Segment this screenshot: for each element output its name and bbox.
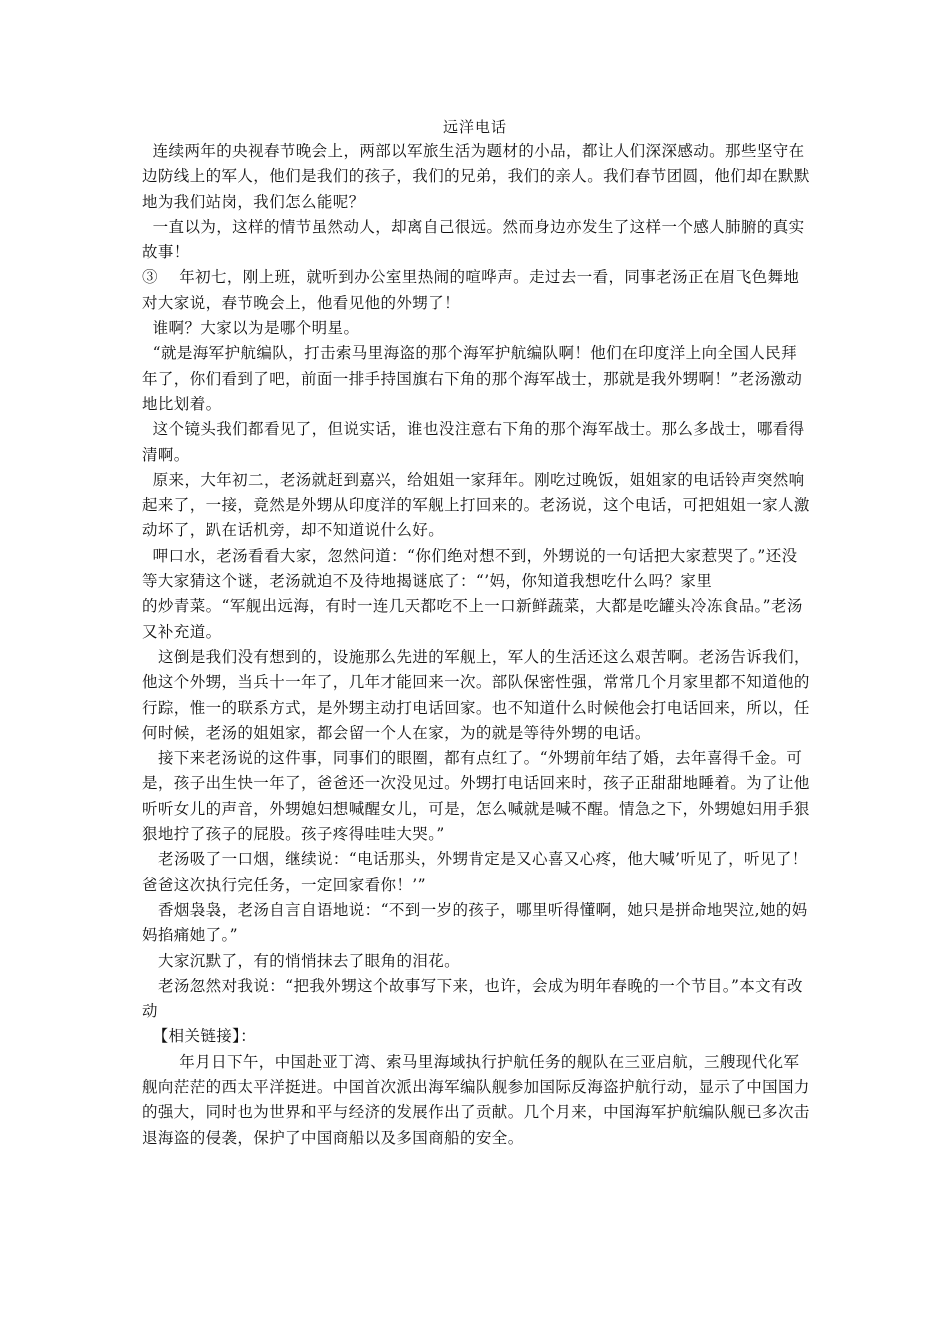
paragraph: 的炒青菜。“军舰出远海，有时一连几天都吃不上一口新鲜蔬菜，大都是吃罐头冷冻食品。”老汤又补充道。 — [142, 597, 803, 641]
paragraph: 接下来老汤说的这件事，同事们的眼圈，都有点红了。“外甥前年结了婚，去年喜得千金。可是，孩子出生快一年了，爸爸还一次没见过。外甥打电话回来时，孩子正甜甜地睡着。为了让他听听女儿的声音，外甥媳妇想喊醒女儿，可是，怎么喊就是喊不醒。情急之下，外甥媳妇用手狠狠地拧了孩子的屁股。孩子疼得哇哇大哭。” — [142, 749, 810, 844]
paragraph: 老汤吸了一口烟，继续说：“电话那头，外甥肯定是又心喜又心疼，他大喊’听见了，听见了！爸爸这次执行完任务，一定回家看你！’” — [142, 850, 808, 894]
paragraph: 这倒是我们没有想到的，设施那么先进的军舰上，军人的生活还这么艰苦啊。老汤告诉我们，他这个外甥，当兵十一年了，几年才能回来一次。部队保密性强，常常几个月家里都不知道他的行踪，惟一的联系方式，是外甥主动打电话回家。也不知道什么时候他会打电话回来，所以，任何时候，老汤的姐姐家，都会留一个人在家，为的就是等待外甥的电话。 — [142, 647, 810, 742]
document-title: 远洋电话 — [442, 118, 507, 136]
paragraph: 连续两年的央视春节晚会上，两部以军旅生活为题材的小品，都让人们深深感动。那些坚守在边防线上的军人，他们是我们的孩子，我们的兄弟，我们的亲人。我们春节团圆，他们却在默默地为我们站岗，我们怎么能呢？ — [142, 142, 810, 211]
document-body — [142, 139, 812, 1151]
paragraph: 原来，大年初二，老汤就赶到嘉兴，给姐姐一家拜年。刚吃过晚饭，姐姐家的电话铃声突然响起来了，一接，竟然是外甥从印度洋的军舰上打回来的。老汤说，这个电话，可把姐姐一家人激动坏了，趴在话机旁，却不知道说什么好。 — [142, 470, 810, 540]
paragraph: “就是海军护航编队，打击索马里海盗的那个海军护航编队啊！他们在印度洋上向全国人民拜年了，你们看到了吧，前面一排手持国旗右下角的那个海军战士，那就是我外甥啊！”老汤激动地比划着。 — [142, 344, 803, 413]
paragraph: 一直以为，这样的情节虽然动人，却离自己很远。然而身边亦发生了这样一个感人肺腑的真实故事！ — [142, 217, 805, 262]
paragraph: 大家沉默了，有的悄悄抹去了眼角的泪花。 — [142, 951, 461, 970]
paragraph: 年月日下午，中国赴亚丁湾、索马里海域执行护航任务的舰队在三亚启航，三艘现代化军舰向茫茫的西太平洋挺进。中国首次派出海军编队舰参加国际反海盗护航行动，显示了中国国力的强大，同时也为世界和平与经济的发展作出了贡献。几个月来，中国海军护航编队舰已多次击退海盗的侵袭，保护了中国商船以及多国商船的安全。 — [142, 1052, 810, 1147]
paragraph: 谁啊？大家以为是哪个明星。 — [142, 319, 360, 338]
paragraph: 呷口水，老汤看看大家，忽然问道：“你们绝对想不到，外甥说的一句话把大家惹哭了。”还没等大家猜这个谜，老汤就迫不及待地揭谜底了：“’妈，你知道我想吃什么吗？家里 — [142, 546, 798, 591]
paragraph: 【相关链接】： — [142, 1027, 257, 1046]
paragraph: 香烟袅袅，老汤自言自语地说：“不到一岁的孩子，哪里听得懂啊，她只是拼命地哭泣,她的妈妈掐痛她了。” — [142, 900, 808, 945]
paragraph: 这个镜头我们都看见了，但说实话，谁也没注意右下角的那个海军战士。那么多战士，哪看得清啊。 — [142, 420, 805, 464]
paragraph: 老汤忽然对我说：“把我外甥这个故事写下来，也许，会成为明年春晚的一个节目。”本文有改动 — [142, 976, 803, 1021]
paragraph: ③ 年初七，刚上班，就听到办公室里热闹的喧哗声。走过去一看，同事老汤正在眉飞色舞地对大家说，春节晚会上，他看见他的外甥了！ — [142, 268, 800, 312]
